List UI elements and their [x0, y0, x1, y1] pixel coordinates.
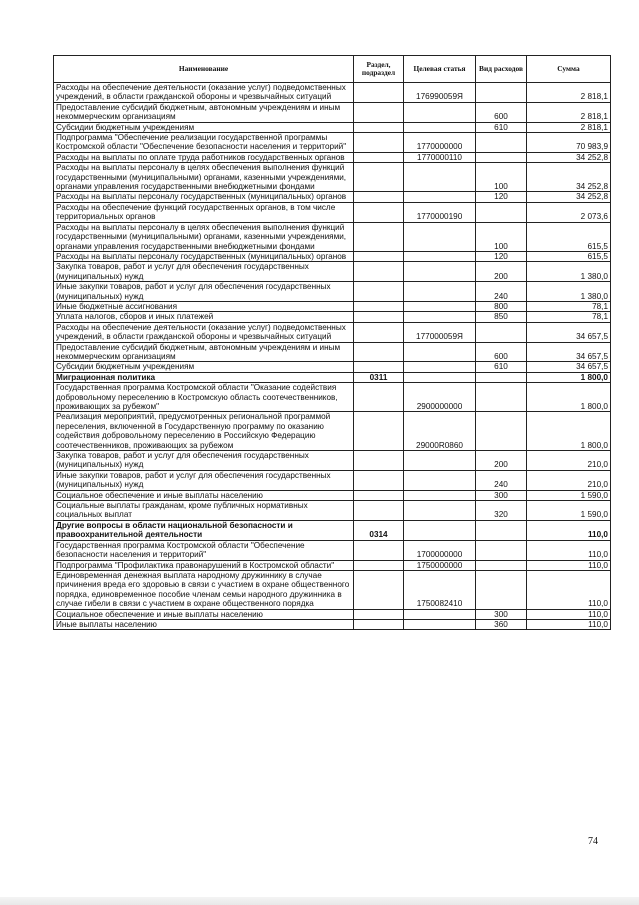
cell-section [354, 451, 404, 471]
cell-name: Предоставление субсидий бюджетным, автономным учреждениям и иным некоммерческим организациям [54, 102, 354, 122]
cell-amount: 78,1 [527, 312, 611, 322]
cell-article [404, 501, 476, 521]
cell-name: Закупка товаров, работ и услуг для обеспечения государственных (муниципальных) нужд [54, 262, 354, 282]
cell-amount: 34 252,8 [527, 163, 611, 192]
cell-article [404, 163, 476, 192]
cell-article: 1700000000 [404, 540, 476, 560]
cell-section [354, 619, 404, 629]
cell-kind: 120 [476, 192, 527, 202]
table-row [54, 560, 611, 570]
cell-article [404, 251, 476, 261]
cell-name: Закупка товаров, работ и услуг для обеспечения государственных (муниципальных) нужд [54, 451, 354, 471]
cell-kind: 200 [476, 262, 527, 282]
cell-kind [476, 322, 527, 342]
cell-name: Расходы на выплаты персоналу государственных (муниципальных) органов [54, 251, 354, 261]
cell-section [354, 322, 404, 342]
cell-name: Реализация мероприятий, предусмотренных региональной программой переселения, включенной в Государственную программу по оказанию содействия добровольному переселению в Российскую Федерацию соотечественников, проживающих за рубежом [54, 412, 354, 451]
header-amount: Сумма [527, 56, 611, 83]
cell-name: Уплата налогов, сборов и иных платежей [54, 312, 354, 322]
cell-amount: 34 657,5 [527, 342, 611, 362]
cell-name: Субсидии бюджетным учреждениям [54, 122, 354, 132]
cell-name: Социальное обеспечение и иные выплаты населению [54, 609, 354, 619]
cell-kind: 600 [476, 342, 527, 362]
cell-amount: 2 073,6 [527, 202, 611, 222]
table-row [54, 312, 611, 322]
cell-kind [476, 540, 527, 560]
cell-name: Подпрограмма "Профилактика правонарушений в Костромской области" [54, 560, 354, 570]
cell-name: Другие вопросы в области национальной безопасности и правоохранительной деятельности [54, 520, 354, 540]
table-row [54, 362, 611, 372]
table-row [54, 83, 611, 103]
cell-section [354, 282, 404, 302]
table-row [54, 609, 611, 619]
cell-amount: 2 818,1 [527, 122, 611, 132]
cell-section [354, 163, 404, 192]
cell-amount: 1 380,0 [527, 262, 611, 282]
cell-name: Расходы на выплаты персоналу в целях обеспечения выполнения функций государственными (муниципальными) органами, казенными учреждениями, органами управления государственными внебюджетными фондами [54, 163, 354, 192]
cell-article [404, 222, 476, 251]
header-kind: Вид расходов [476, 56, 527, 83]
cell-name: Иные закупки товаров, работ и услуг для обеспечения государственных (муниципальных) нужд [54, 470, 354, 490]
cell-kind: 300 [476, 490, 527, 500]
header-section: Раздел, подраздел [354, 56, 404, 83]
table-row [54, 102, 611, 122]
cell-name: Расходы на обеспечение деятельности (оказание услуг) подведомственных учреждений, в области гражданской обороны и чрезвычайных ситуаций [54, 322, 354, 342]
cell-article: 1770000190 [404, 202, 476, 222]
table-row [54, 163, 611, 192]
cell-amount: 110,0 [527, 619, 611, 629]
cell-amount: 1 800,0 [527, 383, 611, 412]
cell-article [404, 122, 476, 132]
cell-name: Иные закупки товаров, работ и услуг для обеспечения государственных (муниципальных) нужд [54, 282, 354, 302]
cell-amount: 210,0 [527, 451, 611, 471]
cell-name: Расходы на выплаты персоналу государственных (муниципальных) органов [54, 192, 354, 202]
cell-amount: 34 657,5 [527, 322, 611, 342]
cell-amount: 34 252,8 [527, 192, 611, 202]
cell-article [404, 282, 476, 302]
cell-amount: 34 657,5 [527, 362, 611, 372]
cell-kind [476, 202, 527, 222]
cell-article: 29000R0860 [404, 412, 476, 451]
cell-section [354, 342, 404, 362]
cell-amount: 110,0 [527, 609, 611, 619]
cell-kind [476, 520, 527, 540]
table-row [54, 301, 611, 311]
cell-kind: 360 [476, 619, 527, 629]
cell-section [354, 192, 404, 202]
cell-amount: 615,5 [527, 222, 611, 251]
cell-kind: 300 [476, 609, 527, 619]
cell-kind [476, 412, 527, 451]
cell-article: 2900000000 [404, 383, 476, 412]
header-name: Наименование [54, 56, 354, 83]
cell-section [354, 202, 404, 222]
cell-kind: 120 [476, 251, 527, 261]
cell-kind: 610 [476, 122, 527, 132]
cell-kind: 320 [476, 501, 527, 521]
table-header-row [54, 56, 611, 83]
table-row [54, 372, 611, 382]
table-row [54, 322, 611, 342]
cell-kind [476, 83, 527, 103]
cell-section [354, 301, 404, 311]
cell-section: 0314 [354, 520, 404, 540]
cell-kind [476, 383, 527, 412]
cell-article: 176990059Я [404, 83, 476, 103]
cell-section [354, 312, 404, 322]
table-row [54, 451, 611, 471]
cell-amount: 2 818,1 [527, 83, 611, 103]
cell-amount: 110,0 [527, 520, 611, 540]
cell-name: Единовременная денежная выплата народному дружиннику в случае причинения вреда его здоровью в связи с участием в охране общественного порядка, единовременное пособие членам семьи народного дружинника в случае гибели в связи с участием в охране общественного порядка [54, 570, 354, 609]
cell-amount: 1 800,0 [527, 412, 611, 451]
cell-name: Иные бюджетные ассигнования [54, 301, 354, 311]
cell-article [404, 342, 476, 362]
cell-kind [476, 133, 527, 153]
cell-kind [476, 152, 527, 162]
cell-article [404, 451, 476, 471]
table-row [54, 222, 611, 251]
table-row [54, 251, 611, 261]
table-row [54, 192, 611, 202]
cell-amount: 1 380,0 [527, 282, 611, 302]
cell-section [354, 262, 404, 282]
table-row [54, 490, 611, 500]
header-article: Целевая статья [404, 56, 476, 83]
cell-amount: 1 800,0 [527, 372, 611, 382]
cell-name: Государственная программа Костромской области "Обеспечение безопасности населения и территорий" [54, 540, 354, 560]
table-row [54, 282, 611, 302]
cell-amount: 110,0 [527, 540, 611, 560]
cell-amount: 34 252,8 [527, 152, 611, 162]
cell-article: 1750082410 [404, 570, 476, 609]
cell-section [354, 133, 404, 153]
cell-article [404, 192, 476, 202]
table-row [54, 133, 611, 153]
table-row [54, 122, 611, 132]
cell-section [354, 362, 404, 372]
cell-name: Расходы на обеспечение деятельности (оказание услуг) подведомственных учреждений, в области гражданской обороны и чрезвычайных ситуаций [54, 83, 354, 103]
cell-article [404, 262, 476, 282]
cell-amount: 615,5 [527, 251, 611, 261]
cell-section [354, 412, 404, 451]
table-row [54, 342, 611, 362]
cell-amount: 78,1 [527, 301, 611, 311]
cell-kind: 600 [476, 102, 527, 122]
cell-article [404, 102, 476, 122]
cell-article: 1750000000 [404, 560, 476, 570]
table-row [54, 570, 611, 609]
cell-amount: 1 590,0 [527, 501, 611, 521]
table-row [54, 383, 611, 412]
cell-section [354, 122, 404, 132]
cell-article: 1770000000 [404, 133, 476, 153]
cell-kind: 610 [476, 362, 527, 372]
cell-name: Социальные выплаты гражданам, кроме публичных нормативных социальных выплат [54, 501, 354, 521]
table-row [54, 262, 611, 282]
cell-article [404, 619, 476, 629]
cell-kind: 240 [476, 282, 527, 302]
scan-edge [0, 897, 639, 905]
table-row [54, 202, 611, 222]
cell-section [354, 102, 404, 122]
cell-name: Предоставление субсидий бюджетным, автономным учреждениям и иным некоммерческим организациям [54, 342, 354, 362]
cell-section [354, 501, 404, 521]
cell-kind: 100 [476, 163, 527, 192]
cell-name: Расходы на выплаты персоналу в целях обеспечения выполнения функций государственными (муниципальными) органами, казенными учреждениями, органами управления государственными внебюджетными фондами [54, 222, 354, 251]
table-row [54, 152, 611, 162]
cell-article [404, 312, 476, 322]
cell-name: Иные выплаты населению [54, 619, 354, 629]
cell-section [354, 470, 404, 490]
cell-section [354, 152, 404, 162]
cell-amount: 110,0 [527, 570, 611, 609]
cell-kind [476, 560, 527, 570]
cell-article [404, 470, 476, 490]
cell-kind: 240 [476, 470, 527, 490]
cell-article: 1770000110 [404, 152, 476, 162]
cell-section [354, 490, 404, 500]
cell-section [354, 540, 404, 560]
cell-kind: 850 [476, 312, 527, 322]
cell-amount: 2 818,1 [527, 102, 611, 122]
cell-section [354, 83, 404, 103]
cell-section [354, 609, 404, 619]
cell-kind: 100 [476, 222, 527, 251]
cell-amount: 210,0 [527, 470, 611, 490]
cell-name: Субсидии бюджетным учреждениям [54, 362, 354, 372]
cell-section [354, 251, 404, 261]
cell-section: 0311 [354, 372, 404, 382]
cell-kind: 800 [476, 301, 527, 311]
cell-name: Социальное обеспечение и иные выплаты населению [54, 490, 354, 500]
table-body [54, 83, 611, 630]
cell-name: Миграционная политика [54, 372, 354, 382]
cell-section [354, 222, 404, 251]
cell-amount: 70 983,9 [527, 133, 611, 153]
table-row [54, 540, 611, 560]
cell-name: Расходы на выплаты по оплате труда работников государственных органов [54, 152, 354, 162]
cell-article: 177000059Я [404, 322, 476, 342]
cell-kind [476, 570, 527, 609]
cell-section [354, 383, 404, 412]
table-row [54, 412, 611, 451]
page-number: 74 [588, 836, 598, 847]
table-row [54, 501, 611, 521]
table-row [54, 470, 611, 490]
cell-amount: 110,0 [527, 560, 611, 570]
cell-name: Подпрограмма "Обеспечение реализации государственной программы Костромской области "Обеспечение безопасности населения и территорий" [54, 133, 354, 153]
table-row [54, 520, 611, 540]
cell-section [354, 560, 404, 570]
cell-article [404, 301, 476, 311]
cell-name: Расходы на обеспечение функций государственных органов, в том числе территориальных органов [54, 202, 354, 222]
cell-article [404, 609, 476, 619]
cell-kind [476, 372, 527, 382]
cell-name: Государственная программа Костромской области "Оказание содействия добровольному переселению в Костромскую область соотечественников, проживающих за рубежом" [54, 383, 354, 412]
cell-article [404, 362, 476, 372]
cell-kind: 200 [476, 451, 527, 471]
cell-article [404, 372, 476, 382]
cell-section [354, 570, 404, 609]
cell-article [404, 490, 476, 500]
cell-article [404, 520, 476, 540]
budget-table [53, 55, 611, 630]
cell-amount: 1 590,0 [527, 490, 611, 500]
table-row [54, 619, 611, 629]
